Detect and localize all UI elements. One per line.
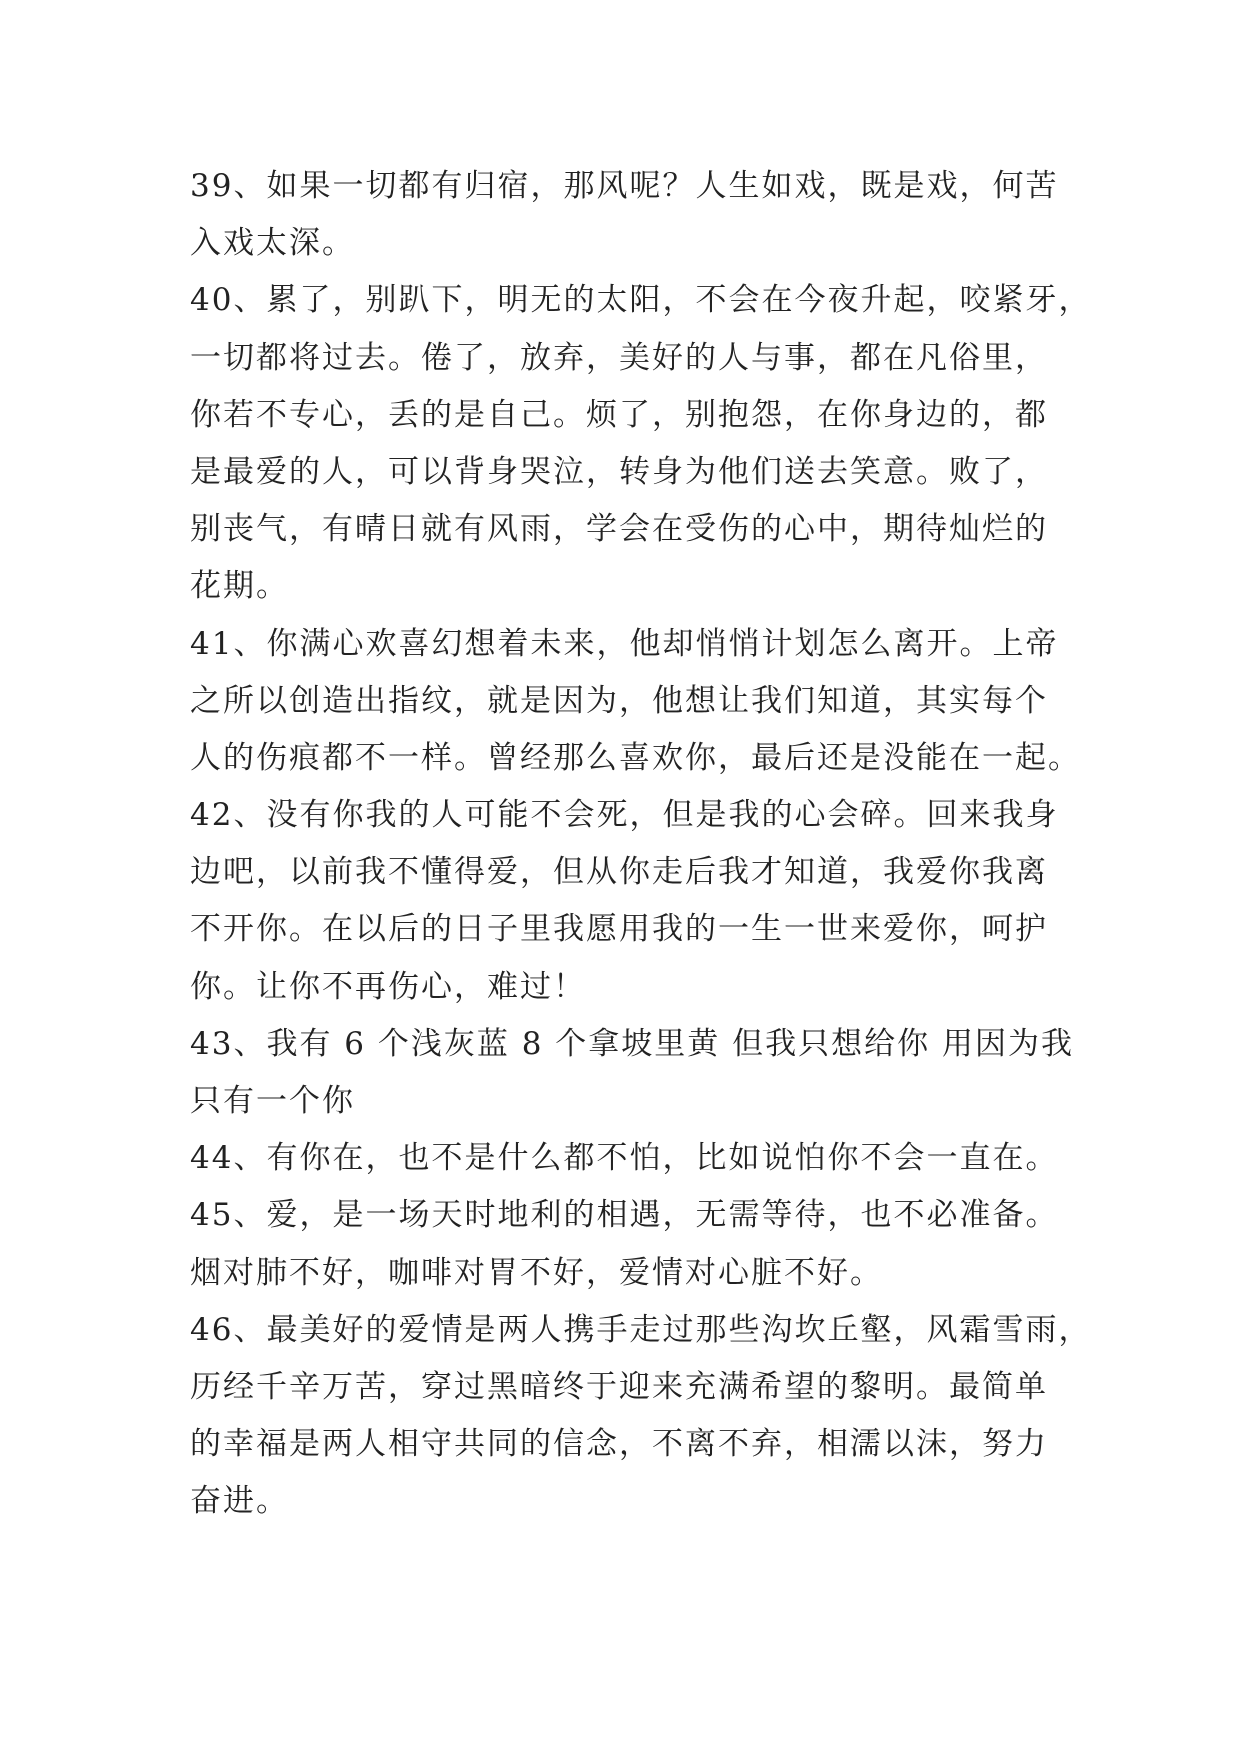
text-line: 边吧，以前我不懂得爱，但从你走后我才知道，我爱你我离 [190, 854, 1048, 891]
text-line: 41、你满心欢喜幻想着未来，他却悄悄计划怎么离开。上帝 [190, 625, 1059, 662]
text-line: 只有一个你 [190, 1083, 355, 1119]
text-line: 别丧气，有晴日就有风雨，学会在受伤的心中，期待灿烂的 [190, 511, 1048, 548]
text-line: 入戏太深。 [190, 225, 355, 262]
document-body [190, 158, 1092, 1531]
text-line: 46、最美好的爱情是两人携手走过那些沟坎丘壑，风霜雪雨， [190, 1311, 1092, 1348]
text-line: 40、累了，别趴下，明无的太阳，不会在今夜升起，咬紧牙， [190, 282, 1092, 319]
text-line: 你若不专心，丢的是自己。烦了，别抱怨，在你身边的，都 [190, 396, 1048, 433]
text-line: 是最爱的人，可以背身哭泣，转身为他们送去笑意。败了， [190, 453, 1048, 490]
text-line: 39、如果一切都有归宿，那风呢？人生如戏，既是戏，何苦 [190, 168, 1059, 204]
text-line: 历经千辛万苦，穿过黑暗终于迎来充满希望的黎明。最简单 [190, 1368, 1048, 1405]
text-line: 奋进。 [190, 1483, 289, 1520]
text-line: 不开你。在以后的日子里我愿用我的一生一世来爱你，呵护 [190, 911, 1048, 948]
text-line: 烟对肺不好，咖啡对胃不好，爱情对心脏不好。 [190, 1254, 883, 1291]
text-line: 44、有你在，也不是什么都不怕，比如说怕你不会一直在。 [190, 1140, 1059, 1177]
text-line: 45、爱，是一场天时地利的相遇，无需等待，也不必准备。 [190, 1197, 1059, 1234]
text-line: 42、没有你我的人可能不会死，但是我的心会碎。回来我身 [190, 797, 1059, 834]
text-line: 人的伤痕都不一样。曾经那么喜欢你，最后还是没能在一起。 [190, 739, 1081, 776]
text-line: 的幸福是两人相守共同的信念，不离不弃，相濡以沫，努力 [190, 1426, 1048, 1463]
text-line: 你。让你不再伤心，难过！ [190, 968, 586, 1005]
text-line: 花期。 [190, 568, 289, 605]
text-line: 43、我有 6 个浅灰蓝 8 个拿坡里黄 但我只想给你 用因为我 [190, 1025, 1075, 1062]
text-line: 之所以创造出指纹，就是因为，他想让我们知道，其实每个 [190, 682, 1048, 719]
text-line: 一切都将过去。倦了，放弃，美好的人与事，都在凡俗里， [190, 339, 1048, 376]
